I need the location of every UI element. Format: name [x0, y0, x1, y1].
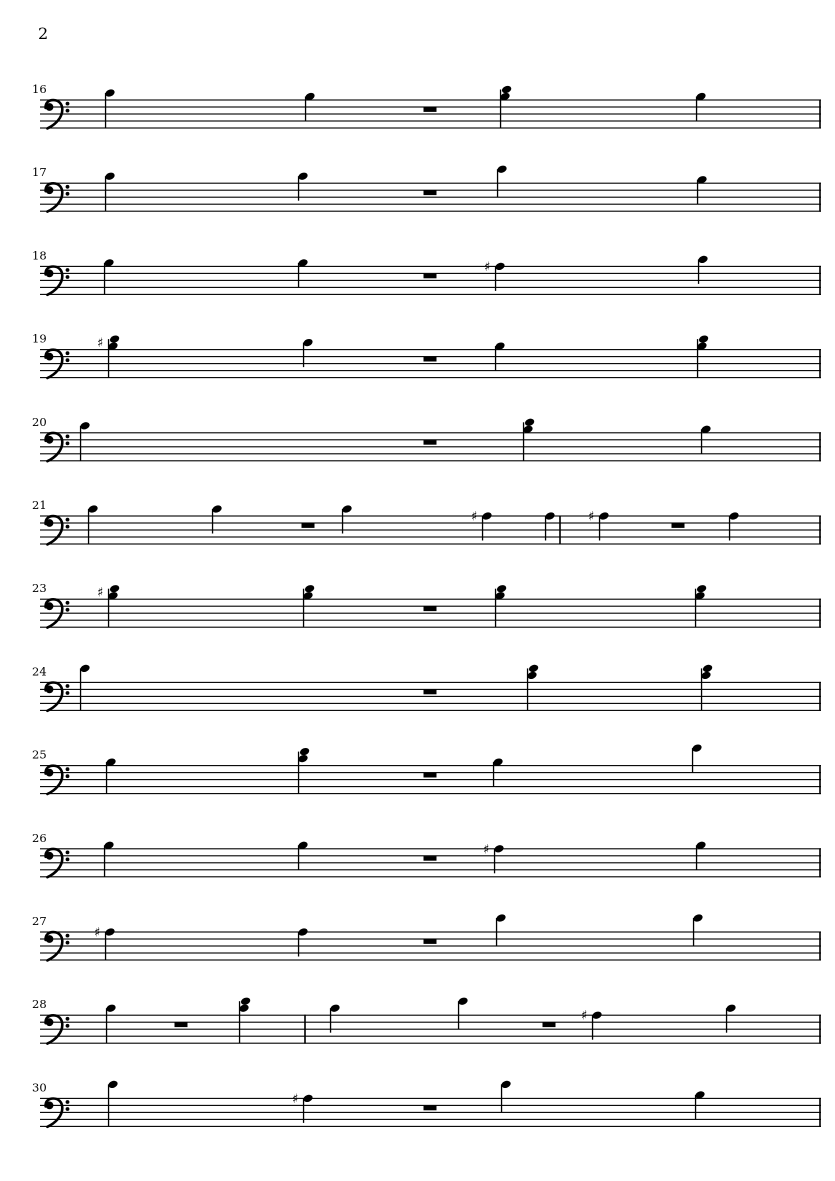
rest [424, 274, 437, 279]
note-stem [106, 1008, 107, 1043]
measure-number: 16 [32, 82, 47, 96]
staff-line [40, 682, 821, 683]
note [695, 92, 706, 121]
measure-number: 18 [32, 248, 47, 263]
note [297, 840, 308, 869]
clef-dot [66, 435, 70, 439]
clef-dot [66, 109, 70, 113]
note-stem [305, 97, 306, 122]
sharp-accidental: ♯ [97, 336, 104, 352]
barline [819, 183, 821, 212]
page-number: 2 [38, 24, 49, 43]
staff-line [40, 294, 821, 295]
staff-line [40, 377, 821, 378]
note [103, 840, 114, 876]
measure-number: 23 [32, 581, 47, 596]
clef-dot [66, 518, 70, 522]
barline [819, 266, 821, 295]
staff-system-16 [32, 82, 821, 129]
measure-number: 27 [32, 914, 47, 928]
rest [424, 856, 437, 861]
note-stem [108, 339, 109, 378]
staff-system-25 [32, 743, 821, 794]
barline [559, 516, 561, 545]
rest [672, 523, 685, 528]
note [692, 913, 703, 946]
clef-dot [66, 192, 70, 196]
measure-number: 28 [32, 997, 47, 1012]
rest [424, 939, 437, 944]
staff-line [40, 460, 821, 461]
note [329, 1003, 340, 1032]
note-stem [729, 516, 730, 541]
clef-dot [66, 601, 70, 605]
staff-line [40, 349, 821, 350]
staff-line [40, 453, 821, 454]
clef-dot [66, 442, 70, 446]
staff-system-27 [32, 913, 821, 960]
staff-line [40, 952, 821, 953]
note-stem [104, 845, 105, 877]
clef-dot [66, 767, 70, 771]
barline [819, 349, 821, 378]
note-stem [303, 1098, 304, 1123]
staff-line [40, 1029, 821, 1030]
note-stem [298, 263, 299, 288]
note [471, 510, 493, 541]
staff-line [40, 280, 821, 281]
staff-system-28 [32, 996, 821, 1043]
note-stem [693, 918, 694, 946]
staff-line [40, 543, 821, 544]
measure-number: 26 [32, 830, 47, 845]
staff-line [40, 1043, 821, 1044]
note [103, 258, 114, 294]
note-stem [697, 180, 698, 205]
staff-line [40, 120, 821, 121]
measure-number: 21 [32, 498, 47, 512]
note-stem [698, 259, 699, 284]
sharp-accidental: ♯ [484, 259, 491, 275]
staff-system-20 [32, 415, 821, 462]
sharp-accidental: ♯ [94, 925, 101, 941]
note-stem [80, 668, 81, 710]
sharp-accidental: ♯ [483, 842, 490, 858]
note-stem [696, 97, 697, 122]
note-stem [692, 748, 693, 773]
barline [819, 100, 821, 129]
note-stem [523, 422, 524, 461]
note-stem [80, 426, 81, 461]
note [211, 504, 222, 533]
note-stem [298, 176, 299, 201]
note [500, 1080, 511, 1113]
staff-line [40, 1098, 821, 1099]
staff-line [40, 1022, 821, 1023]
staff-line [40, 113, 821, 114]
measure-number: 25 [32, 747, 47, 762]
note-stem [496, 918, 497, 946]
note-stem [726, 1008, 727, 1032]
note [302, 338, 313, 367]
clef-dot [66, 934, 70, 938]
note [697, 255, 708, 284]
note-stem [497, 169, 498, 197]
staff-system-17 [32, 164, 821, 211]
staff-line [40, 515, 821, 516]
barline [819, 516, 821, 545]
staff-line [40, 1112, 821, 1113]
clef-dot [66, 941, 70, 945]
clef-dot [66, 102, 70, 106]
note [104, 88, 115, 128]
note [483, 842, 505, 873]
note [94, 926, 116, 961]
staff-line [40, 183, 821, 184]
staff-system-26 [32, 831, 821, 878]
staff-line [40, 197, 821, 198]
clef-dot [66, 858, 70, 862]
staff-system-21 [32, 498, 821, 545]
staff-line [40, 204, 821, 205]
measure-number: 20 [32, 414, 47, 429]
note [304, 92, 315, 121]
staff-system-23 [32, 581, 821, 628]
note [297, 927, 308, 956]
staff-line [40, 1015, 821, 1016]
rest [424, 607, 437, 612]
barline [819, 765, 821, 794]
note [492, 757, 503, 786]
note [496, 164, 507, 197]
staff-line [40, 266, 821, 267]
note-stem [696, 845, 697, 870]
staff-line [40, 127, 821, 128]
staff-line [40, 211, 821, 212]
note-stem [493, 762, 494, 787]
clef-dot [66, 1100, 70, 1104]
staff-line [40, 536, 821, 537]
rest [424, 357, 437, 362]
staff-line [40, 363, 821, 364]
clef-dot [66, 1017, 70, 1021]
note [700, 424, 711, 453]
staff-line [40, 703, 821, 704]
rest [175, 1023, 188, 1028]
staff-line [40, 613, 821, 614]
clef-dot [66, 351, 70, 355]
clef-dot [66, 185, 70, 189]
staff-line [40, 765, 821, 766]
rest [302, 523, 315, 528]
barline [819, 848, 821, 877]
note-stem [495, 346, 496, 371]
note [104, 171, 115, 211]
staff-line [40, 931, 821, 932]
staff-system-19 [32, 332, 821, 379]
staff-line [40, 786, 821, 787]
note-stem [303, 589, 304, 628]
staff-system-18 [32, 248, 821, 295]
clef-dot [66, 1024, 70, 1028]
note [544, 511, 555, 540]
note-stem [88, 509, 89, 544]
note [696, 175, 707, 204]
staff-line [40, 1036, 821, 1037]
staff-line [40, 710, 821, 711]
note-stem [108, 1084, 109, 1126]
sharp-accidental: ♯ [471, 509, 478, 525]
clef-dot [66, 851, 70, 855]
measure-number: 30 [32, 1080, 47, 1095]
measure-number: 17 [32, 165, 47, 180]
staff-line [40, 945, 821, 946]
note-stem [106, 762, 107, 794]
note [105, 1003, 116, 1043]
clef-dot [66, 268, 70, 272]
clef-dot [66, 275, 70, 279]
note [695, 840, 706, 869]
rest [424, 690, 437, 695]
staff-line [40, 876, 821, 877]
staff-line [40, 793, 821, 794]
note [484, 260, 506, 291]
staff-line [40, 696, 821, 697]
rest [424, 440, 437, 445]
staff-line [40, 862, 821, 863]
measure-number: 24 [32, 664, 47, 679]
note [292, 1092, 314, 1123]
staff-line [40, 446, 821, 447]
note [297, 258, 308, 287]
note-stem [695, 589, 696, 628]
note-stem [105, 176, 106, 211]
note [495, 913, 506, 946]
note [494, 341, 505, 370]
sharp-accidental: ♯ [581, 1008, 588, 1024]
note-stem [701, 429, 702, 454]
note-stem [695, 1095, 696, 1120]
note-stem [501, 1084, 502, 1112]
staff-line [40, 1119, 821, 1120]
clef-dot [66, 774, 70, 778]
staff-line [40, 848, 821, 849]
staff-system-24 [32, 664, 821, 711]
note [694, 1090, 705, 1119]
note-stem [298, 932, 299, 957]
barline [819, 1015, 821, 1044]
clef-dot [66, 358, 70, 362]
note [87, 504, 98, 544]
staff-line [40, 522, 821, 523]
note-stem [108, 589, 109, 628]
note-stem [495, 589, 496, 628]
staff-line [40, 529, 821, 530]
clef-dot [66, 684, 70, 688]
rest [424, 191, 437, 196]
note-stem [494, 849, 495, 874]
note [691, 743, 702, 772]
note-stem [105, 932, 106, 960]
note-stem [105, 93, 106, 128]
barline [819, 1098, 821, 1127]
staff-line [40, 779, 821, 780]
staff-system-30 [32, 1080, 821, 1127]
note-stem [330, 1008, 331, 1032]
note [297, 171, 308, 200]
clef-dot [66, 525, 70, 529]
note [588, 510, 610, 541]
barline [819, 599, 821, 628]
note [581, 1009, 603, 1040]
rest [424, 107, 437, 112]
staff-line [40, 370, 821, 371]
staff-line [40, 1126, 821, 1127]
clef-dot [66, 608, 70, 612]
note-stem [458, 1001, 459, 1029]
note-stem [303, 343, 304, 368]
barline [304, 1015, 306, 1044]
staff-line [40, 959, 821, 960]
staff-line [40, 599, 821, 600]
staff-line [40, 869, 821, 870]
sharp-accidental: ♯ [292, 1091, 299, 1107]
note [725, 1003, 736, 1032]
barline [819, 432, 821, 461]
barline [819, 932, 821, 961]
note-stem [298, 845, 299, 870]
note-stem [592, 1015, 593, 1039]
rest [424, 1106, 437, 1111]
sharp-accidental: ♯ [97, 585, 104, 601]
note [728, 511, 739, 540]
note [341, 504, 352, 533]
note-stem [342, 509, 343, 534]
sharp-accidental: ♯ [588, 509, 595, 525]
measure-number: 19 [32, 331, 47, 346]
staff-line [40, 627, 821, 628]
note-stem [500, 90, 501, 129]
note-stem [482, 516, 483, 541]
note [457, 996, 468, 1029]
clef-dot [66, 691, 70, 695]
note-stem [545, 516, 546, 541]
note-stem [599, 516, 600, 541]
note-stem [697, 339, 698, 378]
rest [543, 1023, 556, 1028]
staff-line [40, 99, 821, 100]
clef-dot [66, 1107, 70, 1111]
staff-line [40, 287, 821, 288]
staff-line [40, 620, 821, 621]
rest [424, 773, 437, 778]
note [79, 421, 90, 461]
note [105, 757, 116, 793]
barline [819, 682, 821, 711]
note-stem [212, 509, 213, 534]
note-stem [104, 263, 105, 295]
note-stem [495, 266, 496, 291]
